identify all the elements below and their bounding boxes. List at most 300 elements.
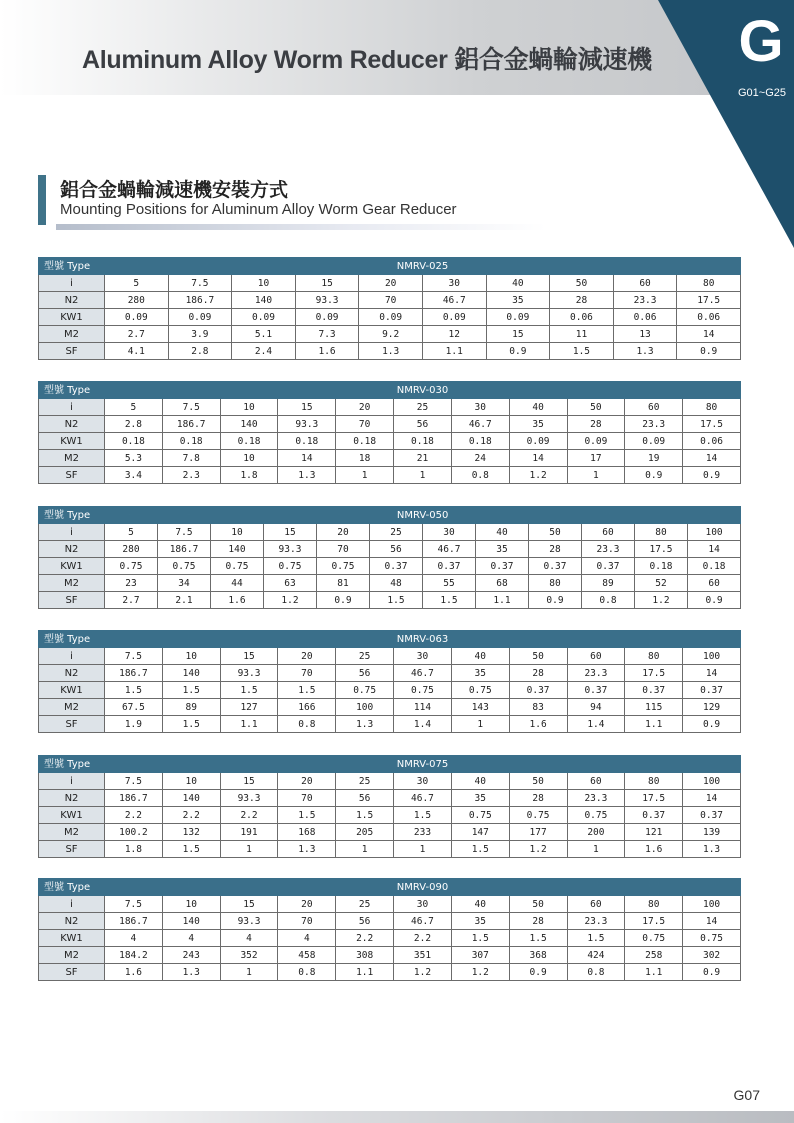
table-cell: 25 (336, 773, 394, 790)
table-cell: 25 (336, 896, 394, 913)
row-label: KW1 (39, 682, 105, 699)
table-cell: 0.9 (677, 343, 741, 360)
table-cell: 186.7 (158, 541, 211, 558)
table-row-m2 (39, 450, 741, 467)
table-cell: 1.2 (394, 964, 452, 981)
table-cell: 7.5 (105, 773, 163, 790)
table-cell: 25 (336, 648, 394, 665)
table-cell: 0.8 (278, 716, 336, 733)
row-label: N2 (39, 292, 105, 309)
table-cell: 1.1 (220, 716, 278, 733)
table-cell: 63 (264, 575, 317, 592)
table-cell: 1.2 (509, 467, 567, 484)
table-cell: 46.7 (451, 416, 509, 433)
table-cell: 2.1 (158, 592, 211, 609)
table-cell: 0.37 (509, 682, 567, 699)
table-row-sf (39, 343, 741, 360)
table-cell: 0.9 (683, 964, 741, 981)
row-label: KW1 (39, 930, 105, 947)
table-cell: 1.8 (220, 467, 278, 484)
table-cell: 40 (476, 524, 529, 541)
table-cell: 23.3 (567, 665, 625, 682)
table-cell: 1.6 (625, 841, 683, 858)
table-cell: 0.75 (394, 682, 452, 699)
table-cell: 60 (567, 896, 625, 913)
table-cell: 7.8 (162, 450, 220, 467)
table-cell: 1.1 (422, 343, 486, 360)
table-row-m2 (39, 326, 741, 343)
model-name: NMRV-050 (105, 507, 741, 524)
table-cell: 0.9 (509, 964, 567, 981)
table-row-i (39, 773, 741, 790)
table-cell: 7.5 (105, 896, 163, 913)
table-cell: 9.2 (359, 326, 423, 343)
table-cell: 1 (394, 841, 452, 858)
table-cell: 46.7 (394, 790, 452, 807)
table-cell: 0.09 (486, 309, 550, 326)
table-cell: 20 (336, 399, 394, 416)
table-row-sf (39, 841, 741, 858)
table-cell: 28 (567, 416, 625, 433)
table-cell: 0.09 (359, 309, 423, 326)
row-label: M2 (39, 575, 105, 592)
table-cell: 56 (336, 665, 394, 682)
table-cell: 30 (422, 275, 486, 292)
table-cell: 60 (582, 524, 635, 541)
table-cell: 132 (162, 824, 220, 841)
table-cell: 23.3 (567, 790, 625, 807)
table-cell: 140 (211, 541, 264, 558)
table-cell: 35 (476, 541, 529, 558)
table-cell: 0.18 (278, 433, 336, 450)
spec-table (38, 630, 741, 733)
table-cell: 7.5 (158, 524, 211, 541)
row-label: M2 (39, 326, 105, 343)
table-cell: 1 (567, 467, 625, 484)
table-cell: 0.18 (394, 433, 452, 450)
table-cell: 1.4 (394, 716, 452, 733)
table-cell: 50 (509, 773, 567, 790)
table-cell: 1 (451, 716, 509, 733)
table-header-row (39, 879, 741, 896)
table-cell: 23.3 (625, 416, 683, 433)
row-label: i (39, 524, 105, 541)
table-cell: 10 (220, 399, 278, 416)
page-number: G07 (733, 1087, 760, 1103)
table-cell: 205 (336, 824, 394, 841)
section-accent-bar (38, 175, 46, 225)
table-row-n2 (39, 790, 741, 807)
table-cell: 140 (162, 665, 220, 682)
table-cell: 115 (625, 699, 683, 716)
table-cell: 258 (625, 947, 683, 964)
table-cell: 0.75 (451, 682, 509, 699)
table-cell: 56 (336, 913, 394, 930)
table-cell: 1.1 (625, 716, 683, 733)
table-cell: 458 (278, 947, 336, 964)
table-cell: 30 (394, 648, 452, 665)
table-cell: 1.5 (162, 716, 220, 733)
row-label: M2 (39, 947, 105, 964)
table-cell: 1.5 (509, 930, 567, 947)
table-cell: 14 (677, 326, 741, 343)
table-cell: 0.18 (105, 433, 163, 450)
row-label: SF (39, 841, 105, 858)
table-cell: 1.2 (509, 841, 567, 858)
table-cell: 15 (220, 896, 278, 913)
table-cell: 0.9 (486, 343, 550, 360)
table-cell: 1 (220, 964, 278, 981)
table-cell: 30 (394, 896, 452, 913)
table-cell: 70 (278, 790, 336, 807)
table-cell: 1.6 (509, 716, 567, 733)
table-cell: 1.5 (451, 841, 509, 858)
table-cell: 7.5 (105, 648, 163, 665)
table-row-m2 (39, 699, 741, 716)
table-cell: 18 (336, 450, 394, 467)
table-cell: 186.7 (168, 292, 232, 309)
table-cell: 1.8 (105, 841, 163, 858)
table-cell: 4 (220, 930, 278, 947)
table-cell: 186.7 (105, 665, 163, 682)
row-label: KW1 (39, 309, 105, 326)
table-cell: 89 (162, 699, 220, 716)
table-row-kw1 (39, 807, 741, 824)
section-title-zh: 鋁合金蝸輪減速機安裝方式 (60, 179, 289, 201)
table-cell: 40 (451, 648, 509, 665)
footer-band (0, 1111, 794, 1123)
table-cell: 1.3 (336, 716, 394, 733)
table-cell: 243 (162, 947, 220, 964)
table-cell: 100 (688, 524, 741, 541)
table-cell: 0.18 (336, 433, 394, 450)
spec-table (38, 381, 741, 484)
table-cell: 34 (158, 575, 211, 592)
table-cell: 1 (220, 841, 278, 858)
table-row-kw1 (39, 930, 741, 947)
table-cell: 23.3 (567, 913, 625, 930)
row-label: M2 (39, 450, 105, 467)
table-cell: 70 (278, 665, 336, 682)
table-cell: 0.9 (688, 592, 741, 609)
row-label: N2 (39, 913, 105, 930)
table-cell: 80 (677, 275, 741, 292)
table-cell: 67.5 (105, 699, 163, 716)
table-cell: 0.06 (550, 309, 614, 326)
table-cell: 17.5 (625, 913, 683, 930)
table-cell: 4 (105, 930, 163, 947)
table-cell: 50 (509, 896, 567, 913)
table-cell: 20 (278, 896, 336, 913)
table-cell: 4 (278, 930, 336, 947)
table-row-m2 (39, 947, 741, 964)
type-label: 型號 Type (39, 507, 105, 524)
table-row-sf (39, 716, 741, 733)
table-cell: 1.3 (683, 841, 741, 858)
table-cell: 308 (336, 947, 394, 964)
table-row-kw1 (39, 558, 741, 575)
table-cell: 0.75 (567, 807, 625, 824)
table-cell: 1.3 (278, 467, 336, 484)
table-cell: 10 (162, 648, 220, 665)
table-row-n2 (39, 665, 741, 682)
table-cell: 5.3 (105, 450, 163, 467)
table-cell: 2.2 (394, 930, 452, 947)
table-cell: 0.37 (625, 682, 683, 699)
table-row-kw1 (39, 682, 741, 699)
table-cell: 1.3 (359, 343, 423, 360)
table-cell: 1.3 (613, 343, 677, 360)
table-cell: 280 (105, 541, 158, 558)
table-cell: 168 (278, 824, 336, 841)
table-cell: 23.3 (582, 541, 635, 558)
table-cell: 17 (567, 450, 625, 467)
model-name: NMRV-030 (105, 382, 741, 399)
table-cell: 14 (683, 665, 741, 682)
table-cell: 0.75 (451, 807, 509, 824)
table-cell: 93.3 (220, 790, 278, 807)
table-cell: 10 (220, 450, 278, 467)
table-row-sf (39, 964, 741, 981)
table-cell: 0.9 (683, 467, 741, 484)
table-cell: 25 (370, 524, 423, 541)
table-cell: 0.09 (295, 309, 359, 326)
row-label: i (39, 896, 105, 913)
table-cell: 80 (683, 399, 741, 416)
table-cell: 0.75 (336, 682, 394, 699)
table-cell: 0.8 (567, 964, 625, 981)
table-cell: 21 (394, 450, 452, 467)
table-cell: 60 (613, 275, 677, 292)
table-cell: 50 (509, 648, 567, 665)
table-cell: 186.7 (105, 913, 163, 930)
table-cell: 5 (105, 275, 169, 292)
table-cell: 1.2 (451, 964, 509, 981)
table-row-sf (39, 467, 741, 484)
spec-table (38, 755, 741, 858)
table-cell: 15 (264, 524, 317, 541)
spec-table (38, 506, 741, 609)
table-cell: 60 (567, 773, 625, 790)
table-cell: 352 (220, 947, 278, 964)
table-cell: 60 (625, 399, 683, 416)
table-cell: 0.37 (625, 807, 683, 824)
table-cell: 0.75 (264, 558, 317, 575)
table-cell: 0.09 (625, 433, 683, 450)
table-cell: 1.1 (625, 964, 683, 981)
table-cell: 35 (451, 913, 509, 930)
model-name: NMRV-090 (105, 879, 741, 896)
table-cell: 11 (550, 326, 614, 343)
table-cell: 233 (394, 824, 452, 841)
table-cell: 70 (336, 416, 394, 433)
table-cell: 307 (451, 947, 509, 964)
table-cell: 0.18 (635, 558, 688, 575)
table-cell: 81 (317, 575, 370, 592)
table-cell: 143 (451, 699, 509, 716)
table-cell: 44 (211, 575, 264, 592)
table-cell: 56 (394, 416, 452, 433)
table-row-n2 (39, 541, 741, 558)
row-label: N2 (39, 541, 105, 558)
table-cell: 15 (220, 773, 278, 790)
table-cell: 0.18 (162, 433, 220, 450)
table-cell: 46.7 (422, 292, 486, 309)
row-label: KW1 (39, 558, 105, 575)
table-cell: 7.3 (295, 326, 359, 343)
table-cell: 100 (336, 699, 394, 716)
table-cell: 2.8 (168, 343, 232, 360)
table-cell: 40 (486, 275, 550, 292)
table-cell: 40 (451, 896, 509, 913)
table-cell: 139 (683, 824, 741, 841)
table-cell: 1.5 (451, 930, 509, 947)
table-cell: 186.7 (162, 416, 220, 433)
table-cell: 1.3 (162, 964, 220, 981)
table-cell: 0.37 (567, 682, 625, 699)
table-cell: 1.2 (264, 592, 317, 609)
table-cell: 302 (683, 947, 741, 964)
table-cell: 14 (683, 450, 741, 467)
table-cell: 30 (394, 773, 452, 790)
row-label: i (39, 399, 105, 416)
page-title: Aluminum Alloy Worm Reducer 鋁合金蝸輪減速機 (82, 46, 652, 74)
table-cell: 280 (105, 292, 169, 309)
table-cell: 5 (105, 524, 158, 541)
section-underline (56, 224, 546, 230)
table-cell: 0.75 (211, 558, 264, 575)
table-cell: 1.5 (336, 807, 394, 824)
row-label: N2 (39, 416, 105, 433)
table-cell: 15 (295, 275, 359, 292)
table-cell: 0.9 (683, 716, 741, 733)
table-cell: 0.06 (683, 433, 741, 450)
table-row-i (39, 275, 741, 292)
table-cell: 0.75 (105, 558, 158, 575)
table-cell: 1.4 (567, 716, 625, 733)
section-letter: G (738, 9, 784, 74)
model-name: NMRV-025 (105, 258, 741, 275)
table-cell: 80 (625, 648, 683, 665)
table-cell: 1.5 (278, 807, 336, 824)
table-cell: 4.1 (105, 343, 169, 360)
table-cell: 0.37 (423, 558, 476, 575)
table-cell: 14 (683, 790, 741, 807)
table-cell: 40 (509, 399, 567, 416)
table-cell: 14 (278, 450, 336, 467)
model-name: NMRV-063 (105, 631, 741, 648)
table-cell: 368 (509, 947, 567, 964)
table-cell: 50 (529, 524, 582, 541)
table-row-kw1 (39, 309, 741, 326)
table-cell: 1.5 (394, 807, 452, 824)
table-cell: 17.5 (625, 665, 683, 682)
table-cell: 100 (683, 648, 741, 665)
table-cell: 28 (509, 665, 567, 682)
table-cell: 23.3 (613, 292, 677, 309)
table-row-n2 (39, 292, 741, 309)
table-row-i (39, 896, 741, 913)
table-row-n2 (39, 913, 741, 930)
table-cell: 30 (451, 399, 509, 416)
table-cell: 93.3 (264, 541, 317, 558)
table-cell: 56 (336, 790, 394, 807)
table-cell: 28 (550, 292, 614, 309)
table-cell: 0.18 (688, 558, 741, 575)
table-cell: 191 (220, 824, 278, 841)
table-cell: 1.6 (295, 343, 359, 360)
table-cell: 0.09 (509, 433, 567, 450)
table-cell: 89 (582, 575, 635, 592)
table-cell: 0.37 (529, 558, 582, 575)
table-cell: 93.3 (220, 665, 278, 682)
row-label: N2 (39, 665, 105, 682)
table-cell: 10 (162, 773, 220, 790)
table-header-row (39, 756, 741, 773)
row-label: i (39, 275, 105, 292)
section-title-en: Mounting Positions for Aluminum Alloy Worm Gear Reducer (60, 201, 457, 218)
table-cell: 50 (550, 275, 614, 292)
table-cell: 20 (278, 648, 336, 665)
table-cell: 20 (278, 773, 336, 790)
table-cell: 0.9 (317, 592, 370, 609)
table-cell: 15 (278, 399, 336, 416)
table-cell: 0.75 (509, 807, 567, 824)
table-cell: 35 (509, 416, 567, 433)
table-cell: 70 (359, 292, 423, 309)
table-cell: 166 (278, 699, 336, 716)
table-cell: 60 (567, 648, 625, 665)
table-cell: 2.7 (105, 592, 158, 609)
table-cell: 0.8 (278, 964, 336, 981)
table-cell: 1.5 (550, 343, 614, 360)
model-name: NMRV-075 (105, 756, 741, 773)
table-cell: 12 (422, 326, 486, 343)
table-cell: 177 (509, 824, 567, 841)
table-cell: 1.1 (476, 592, 529, 609)
table-cell: 10 (162, 896, 220, 913)
section-range: G01~G25 (737, 87, 786, 99)
table-cell: 1.3 (278, 841, 336, 858)
table-cell: 1.5 (162, 682, 220, 699)
table-cell: 14 (688, 541, 741, 558)
table-cell: 1 (567, 841, 625, 858)
table-cell: 2.3 (162, 467, 220, 484)
table-cell: 114 (394, 699, 452, 716)
table-cell: 17.5 (625, 790, 683, 807)
table-cell: 15 (486, 326, 550, 343)
type-label: 型號 Type (39, 258, 105, 275)
table-cell: 35 (486, 292, 550, 309)
table-cell: 2.2 (220, 807, 278, 824)
table-cell: 0.09 (567, 433, 625, 450)
table-row-m2 (39, 824, 741, 841)
table-cell: 2.2 (336, 930, 394, 947)
table-cell: 1.5 (370, 592, 423, 609)
table-cell: 140 (232, 292, 296, 309)
table-cell: 1.5 (278, 682, 336, 699)
table-cell: 0.75 (317, 558, 370, 575)
spec-table (38, 878, 741, 981)
table-cell: 28 (509, 913, 567, 930)
table-cell: 93.3 (220, 913, 278, 930)
table-cell: 140 (162, 790, 220, 807)
table-header-row (39, 382, 741, 399)
table-cell: 351 (394, 947, 452, 964)
table-cell: 2.8 (105, 416, 163, 433)
table-cell: 1 (394, 467, 452, 484)
spec-table (38, 257, 741, 360)
